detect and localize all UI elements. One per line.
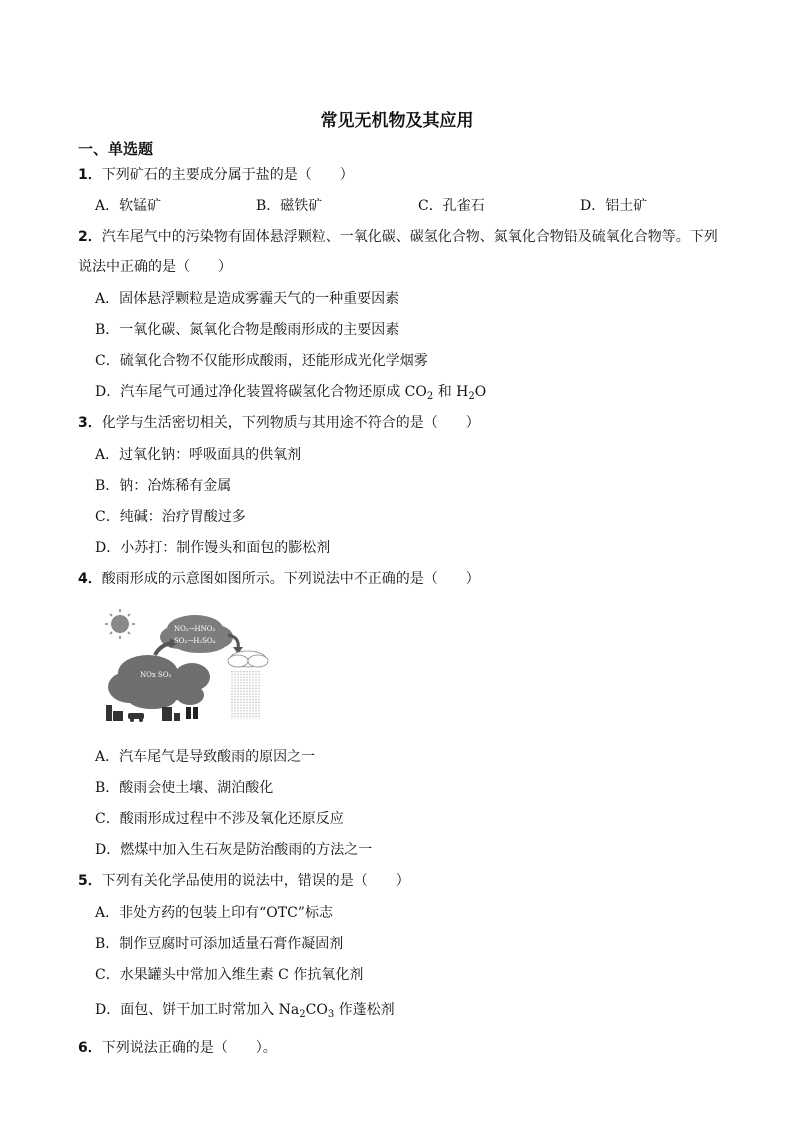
q3-option-c: C．纯碱：治疗胃酸过多: [95, 509, 246, 525]
q3-option-a: A．过氧化钠：呼吸面具的供氧剂: [95, 447, 302, 463]
subscript: 2: [426, 391, 434, 402]
option-text: CO: [305, 1002, 328, 1018]
question-2: [78, 227, 718, 247]
q5-option-a: A．非处方药的包装上印有“OTC”标志: [95, 905, 333, 921]
rising-arrow: [155, 643, 172, 655]
q5-option-c: C．水果罐头中常加入维生素 C 作抗氧化剂: [95, 967, 364, 983]
q2-option-a: A．固体悬浮颗粒是造成雾霾天气的一种重要因素: [95, 291, 400, 307]
subscript: 2: [299, 1009, 306, 1020]
question-stem: 化学与生活密切相关，下列物质与其用途不符合的是（ ）: [101, 415, 480, 431]
q4-option-b: B．酸雨会使土壤、湖泊酸化: [95, 780, 274, 796]
question-5: [78, 871, 410, 891]
building-icon: [162, 707, 180, 721]
question-number: 4．: [78, 571, 102, 587]
q4-option-a: A．汽车尾气是导致酸雨的原因之一: [95, 749, 316, 765]
question-stem: 下列有关化学品使用的说法中，错误的是（ ）: [101, 873, 410, 889]
option-text: O: [474, 384, 487, 400]
q5-option-b: B．制作豆腐时可添加适量石膏作凝固剂: [95, 936, 344, 952]
option-text: D．面包、饼干加工时常加入 Na: [95, 1002, 300, 1018]
rain-cloud: [228, 651, 268, 667]
chimney-icon: [186, 707, 198, 719]
q3-option-b: B．钠：冶炼稀有金属: [95, 478, 232, 494]
q3-option-d: D．小苏打：制作馒头和面包的膨松剂: [95, 540, 331, 556]
question-stem: 下列矿石的主要成分属于盐的是（ ）: [101, 167, 354, 183]
option-text: 和 H: [433, 384, 469, 400]
q1-option-c: C．孔雀石: [418, 198, 485, 214]
car-icon: [128, 713, 144, 722]
question-number: 6．: [78, 1040, 102, 1056]
question-6: [78, 1038, 277, 1058]
q2-option-d: [95, 382, 486, 402]
label-nox-so2: NOx SO₂: [140, 671, 172, 679]
subscript: 2: [468, 391, 475, 402]
question-number: 3．: [78, 415, 102, 431]
question-4: [78, 569, 480, 589]
sun-icon: [105, 609, 135, 639]
q4-option-c: C．酸雨形成过程中不涉及氧化还原反应: [95, 811, 344, 827]
q1-option-d: D．铝土矿: [580, 198, 648, 214]
subscript: 3: [327, 1009, 335, 1020]
label-no2-hno3: NO₂→HNO₃: [174, 625, 216, 633]
label-so2-h2so4: SO₂→H₂SO₄: [174, 637, 216, 645]
question-number: 1．: [78, 167, 102, 183]
acid-rain-diagram: [100, 607, 270, 725]
section-heading: 一、单选题: [78, 140, 154, 158]
page-title: 常见无机物及其应用: [320, 111, 474, 131]
question-2-stem-line-2: 说法中正确的是（ ）: [78, 259, 232, 275]
question-number: 5．: [78, 873, 102, 889]
option-text: 作蓬松剂: [334, 1002, 395, 1018]
q2-option-b: B．一氧化碳、氮氧化合物是酸雨形成的主要因素: [95, 322, 400, 338]
option-text: D．汽车尾气可通过净化装置将碳氢化合物还原成 CO: [95, 384, 427, 400]
pollution-smoke: [108, 655, 210, 709]
question-stem: 酸雨形成的示意图如图所示。下列说法中不正确的是（ ）: [101, 571, 480, 587]
question-1: [78, 165, 354, 185]
q2-option-c: C．硫氧化合物不仅能形成酸雨，还能形成光化学烟雾: [95, 353, 428, 369]
rain-streaks: [232, 671, 259, 719]
question-number: 2．: [78, 229, 102, 245]
q5-option-d: [95, 1000, 395, 1020]
factory-icon: [106, 705, 123, 721]
question-3: [78, 413, 480, 433]
question-stem-line-1: 汽车尾气中的污染物有固体悬浮颗粒、一氧化碳、碳氢化合物、氮氧化合物铅及硫氧化合物等。下列: [101, 229, 718, 245]
q1-option-b: B．磁铁矿: [256, 198, 323, 214]
q1-option-a: A．软锰矿: [95, 198, 162, 214]
question-stem: 下列说法正确的是（ ）。: [101, 1040, 277, 1056]
q4-option-d: D．燃煤中加入生石灰是防治酸雨的方法之一: [95, 842, 373, 858]
